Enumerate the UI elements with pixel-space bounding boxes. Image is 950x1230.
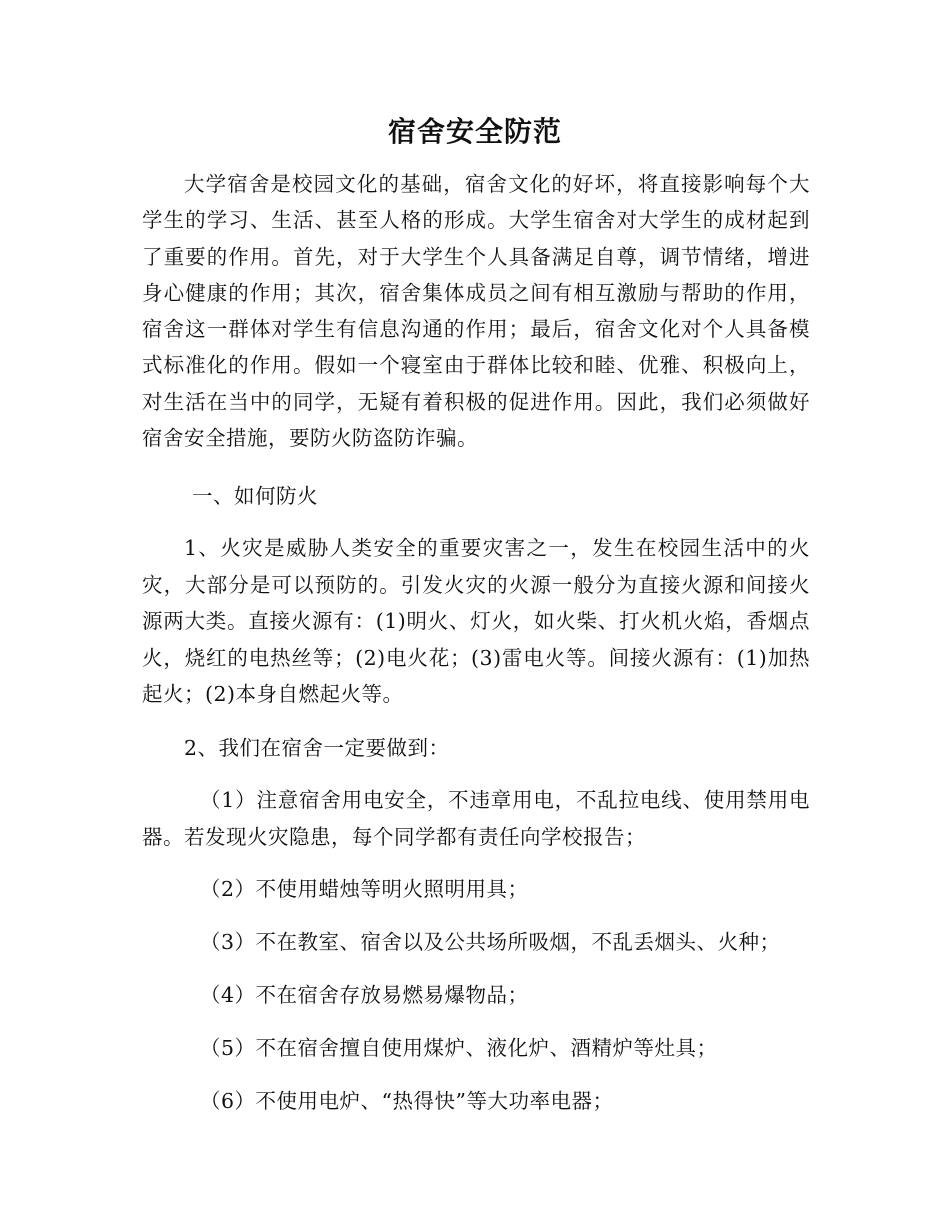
list-item-2: （2）不使用蜡烛等明火照明用具； [200,877,529,901]
list-item-6: （6）不使用电炉、“热得快”等大功率电器； [200,1089,614,1113]
document-title: 宿舍安全防范 [387,115,562,148]
list-item-3: （3）不在教室、宿舍以及公共场所吸烟，不乱丢烟头、火种； [200,930,781,954]
paragraph-point-1: 1、火灾是威胁人类安全的重要灾害之一，发生在校园生活中的火灾，大部分是可以预防的。引发火灾的火源一般分为直接火源和间接火源两大类。直接火源有：(1)明火、灯火，如火柴、打火机火焰，香烟点火，烧红的电热丝等；(2)电火花；(3)雷电火等。间接火源有：(1)加热起火；(2)本身自燃起火等。 [142,536,810,706]
intro-paragraph: 大学宿舍是校园文化的基础，宿舍文化的好坏，将直接影响每个大学生的学习、生活、甚至人格的形成。大学生宿舍对大学生的成材起到了重要的作用。首先，对于大学生个人具备满足自尊，调节情绪，增进身心健康的作用；其次，宿舍集体成员之间有相互激励与帮助的作用，宿舍这一群体对学生有信息沟通的作用；最后，宿舍文化对个人具备模式标准化的作用。假如一个寝室由于群体比较和睦、优雅、积极向上，对生活在当中的同学，无疑有着积极的促进作用。因此，我们必须做好宿舍安全措施，要防火防盗防诈骗。 [142,172,810,451]
section-heading-fire-prevention: 一、如何防火 [192,484,318,508]
list-item-5: （5）不在宿舍擅自使用煤炉、液化炉、酒精炉等灶具； [200,1036,718,1060]
list-item-1: （1）注意宿舍用电安全，不违章用电，不乱拉电线、使用禁用电器。若发现火灾隐患，每个同学都有责任向学校报告； [142,788,810,849]
paragraph-point-2: 2、我们在宿舍一定要做到： [184,736,450,760]
list-item-4: （4）不在宿舍存放易燃易爆物品； [200,983,529,1007]
